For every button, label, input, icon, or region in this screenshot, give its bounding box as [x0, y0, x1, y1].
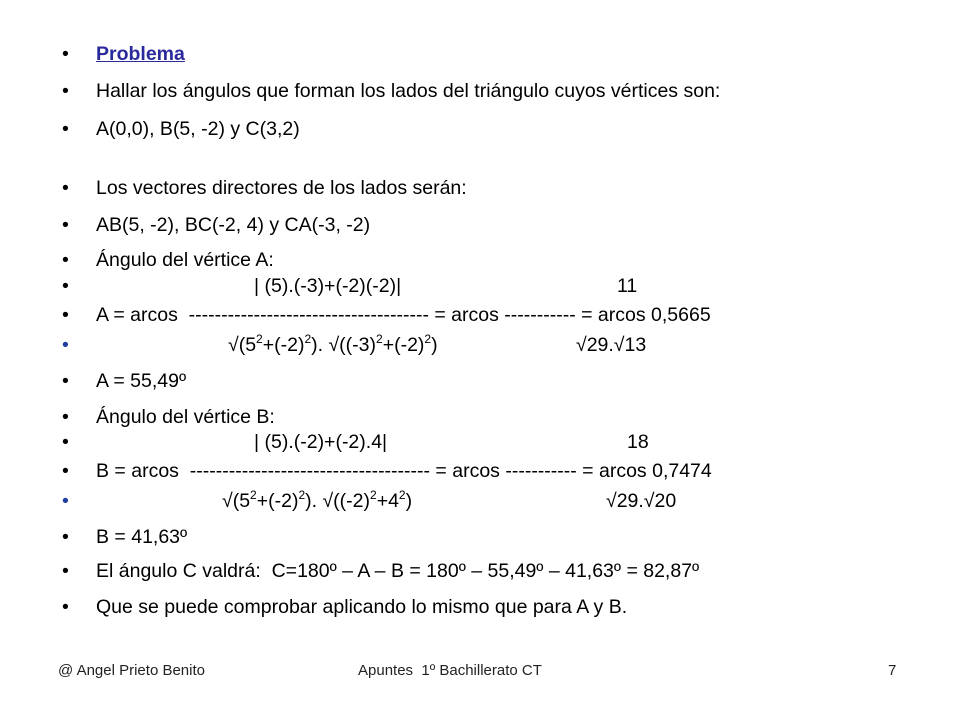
angle-a-denominator: $√(5^2+(-2)^2)$. $√((-3)^2+(-2)^2)$	[228, 332, 438, 356]
vectors-text: AB(5, -2), BC(-2, 4) y CA(-3, -2)	[96, 214, 371, 236]
check-line	[62, 593, 628, 621]
vectors-line	[62, 211, 371, 239]
angle-b-result: B = 41,63º	[96, 526, 188, 548]
angle-b-numerator-value: 18	[627, 431, 649, 453]
bullet: •	[62, 118, 69, 140]
angle-b-denominator: $√(5^2+(-2)^2)$. $√((-2)^2+4^2)$	[222, 488, 413, 512]
statement-line	[62, 77, 721, 105]
vectors-intro-line	[62, 174, 467, 202]
bullet: •	[62, 431, 69, 453]
problem-title: Problema	[96, 43, 185, 65]
bullet: •	[62, 214, 69, 236]
angle-b-formula-line	[62, 457, 712, 485]
bullet: •	[62, 177, 69, 199]
bullet: •	[62, 334, 69, 356]
bullet: •	[62, 406, 69, 428]
angle-a-formula-line	[62, 301, 711, 329]
angle-a-result: A = 55,49º	[96, 370, 187, 392]
angle-c-line	[62, 557, 700, 585]
angle-a-formula: A = arcos ------------------------------------- = arcos ----------- = arcos 0,5665	[96, 304, 711, 326]
bullet: •	[62, 80, 69, 102]
vertices-text: A(0,0), B(5, -2) y C(3,2)	[96, 118, 300, 140]
bullet: •	[62, 526, 69, 548]
angle-a-denominator-value: √29.√13	[576, 334, 647, 356]
angle-a-denominator-line	[62, 331, 647, 359]
bullet: •	[62, 43, 69, 65]
angle-b-heading-line	[62, 403, 275, 431]
bullet: •	[62, 370, 69, 392]
bullet: •	[62, 596, 69, 618]
vectors-intro-text: Los vectores directores de los lados serán:	[96, 177, 467, 199]
angle-b-heading: Ángulo del vértice B:	[96, 406, 275, 428]
angle-b-denominator-value: √29.√20	[606, 490, 677, 512]
footer-page-number: 7	[888, 662, 897, 679]
footer-author: @ Angel Prieto Benito	[58, 662, 205, 679]
angle-b-numerator-line	[62, 428, 649, 456]
bullet: •	[62, 249, 69, 271]
bullet: •	[62, 460, 69, 482]
bullet: •	[62, 560, 69, 582]
angle-b-formula: B = arcos ------------------------------------- = arcos ----------- = arcos 0,7474	[96, 460, 712, 482]
angle-a-heading-line	[62, 246, 274, 274]
angle-b-result-line	[62, 523, 188, 551]
title-line	[62, 40, 185, 68]
angle-a-numerator: | (5).(-3)+(-2)(-2)|	[254, 275, 402, 297]
angle-b-denominator-line	[62, 487, 677, 515]
angle-c-text: El ángulo C valdrá: C=180º – A – B = 180º – 55,49º – 41,63º = 82,87º	[96, 560, 700, 582]
angle-b-numerator: | (5).(-2)+(-2).4|	[254, 431, 388, 453]
bullet: •	[62, 490, 69, 512]
check-text: Que se puede comprobar aplicando lo mismo que para A y B.	[96, 596, 628, 618]
angle-a-numerator-line	[62, 272, 638, 300]
bullet: •	[62, 304, 69, 326]
angle-a-result-line	[62, 367, 187, 395]
vertices-line	[62, 115, 300, 143]
bullet: •	[62, 275, 69, 297]
statement-text: Hallar los ángulos que forman los lados del triángulo cuyos vértices son:	[96, 80, 721, 102]
angle-a-numerator-value: 11	[617, 275, 638, 297]
footer-course: Apuntes 1º Bachillerato CT	[358, 662, 542, 679]
angle-a-heading: Ángulo del vértice A:	[96, 249, 274, 271]
